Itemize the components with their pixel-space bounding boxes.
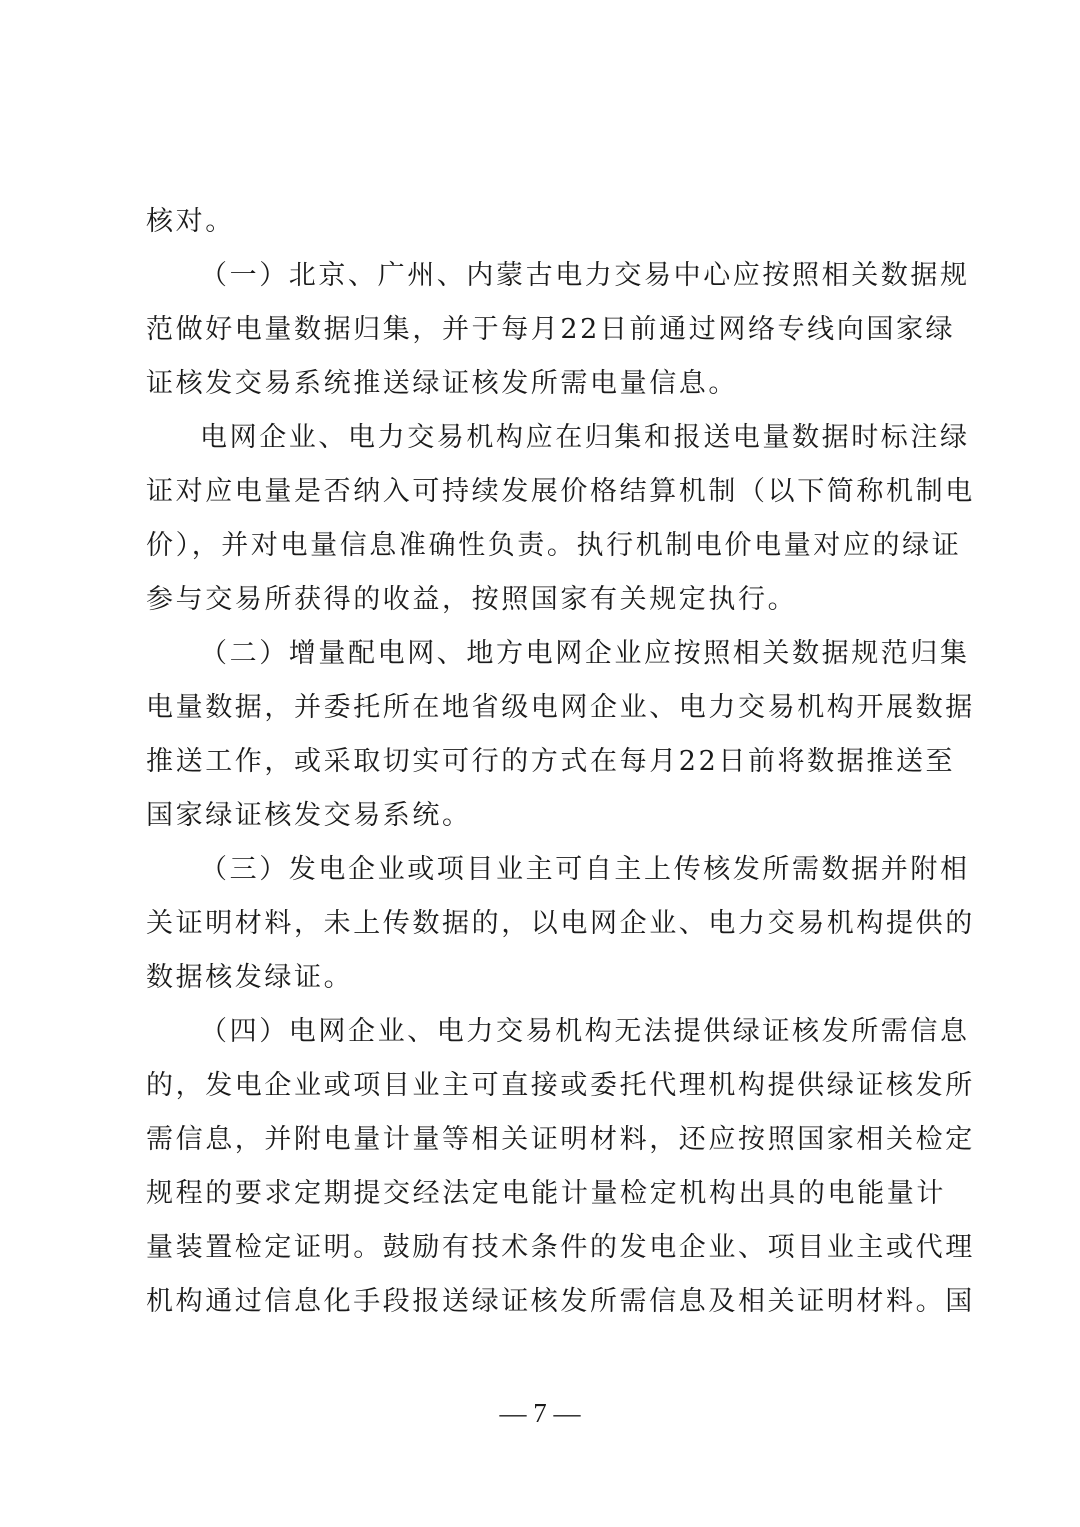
- text-line: 电量数据，并委托所在地省级电网企业、电力交易机构开展数据: [146, 692, 975, 723]
- text-line: 价），并对电量信息准确性负责。执行机制电价电量对应的绿证: [146, 530, 962, 561]
- text-line: 证核发交易系统推送绿证核发所需电量信息。: [146, 368, 738, 399]
- text-line: 推送工作，或采取切实可行的方式在每月22日前将数据推送至: [146, 746, 956, 777]
- text-line: 量装置检定证明。鼓励有技术条件的发电企业、项目业主或代理: [146, 1232, 975, 1263]
- text-line: 的，发电企业或项目业主可直接或委托代理机构提供绿证核发所: [146, 1070, 975, 1101]
- text-line: 核对。: [146, 206, 235, 237]
- text-line: 关证明材料，未上传数据的，以电网企业、电力交易机构提供的: [146, 908, 975, 939]
- text-line: 需信息，并附电量计量等相关证明材料，还应按照国家相关检定: [146, 1124, 975, 1155]
- text-line: （一）北京、广州、内蒙古电力交易中心应按照相关数据规: [200, 260, 970, 291]
- text-line: （三）发电企业或项目业主可自主上传核发所需数据并附相: [200, 854, 970, 885]
- text-line: 证对应电量是否纳入可持续发展价格结算机制（以下简称机制电: [146, 476, 975, 507]
- text-line: 机构通过信息化手段报送绿证核发所需信息及相关证明材料。国: [146, 1286, 975, 1317]
- text-line: （四）电网企业、电力交易机构无法提供绿证核发所需信息: [200, 1016, 970, 1047]
- text-line: 数据核发绿证。: [146, 962, 354, 993]
- text-line: （二）增量配电网、地方电网企业应按照相关数据规范归集: [200, 638, 970, 669]
- text-line: 电网企业、电力交易机构应在归集和报送电量数据时标注绿: [200, 422, 970, 453]
- text-line: 规程的要求定期提交经法定电能计量检定机构出具的电能量计: [146, 1178, 946, 1209]
- text-line: 国家绿证核发交易系统。: [146, 800, 472, 831]
- text-line: 范做好电量数据归集，并于每月22日前通过网络专线向国家绿: [146, 314, 956, 345]
- page-number: — 7 —: [499, 1398, 581, 1428]
- text-line: 参与交易所获得的收益，按照国家有关规定执行。: [146, 584, 798, 615]
